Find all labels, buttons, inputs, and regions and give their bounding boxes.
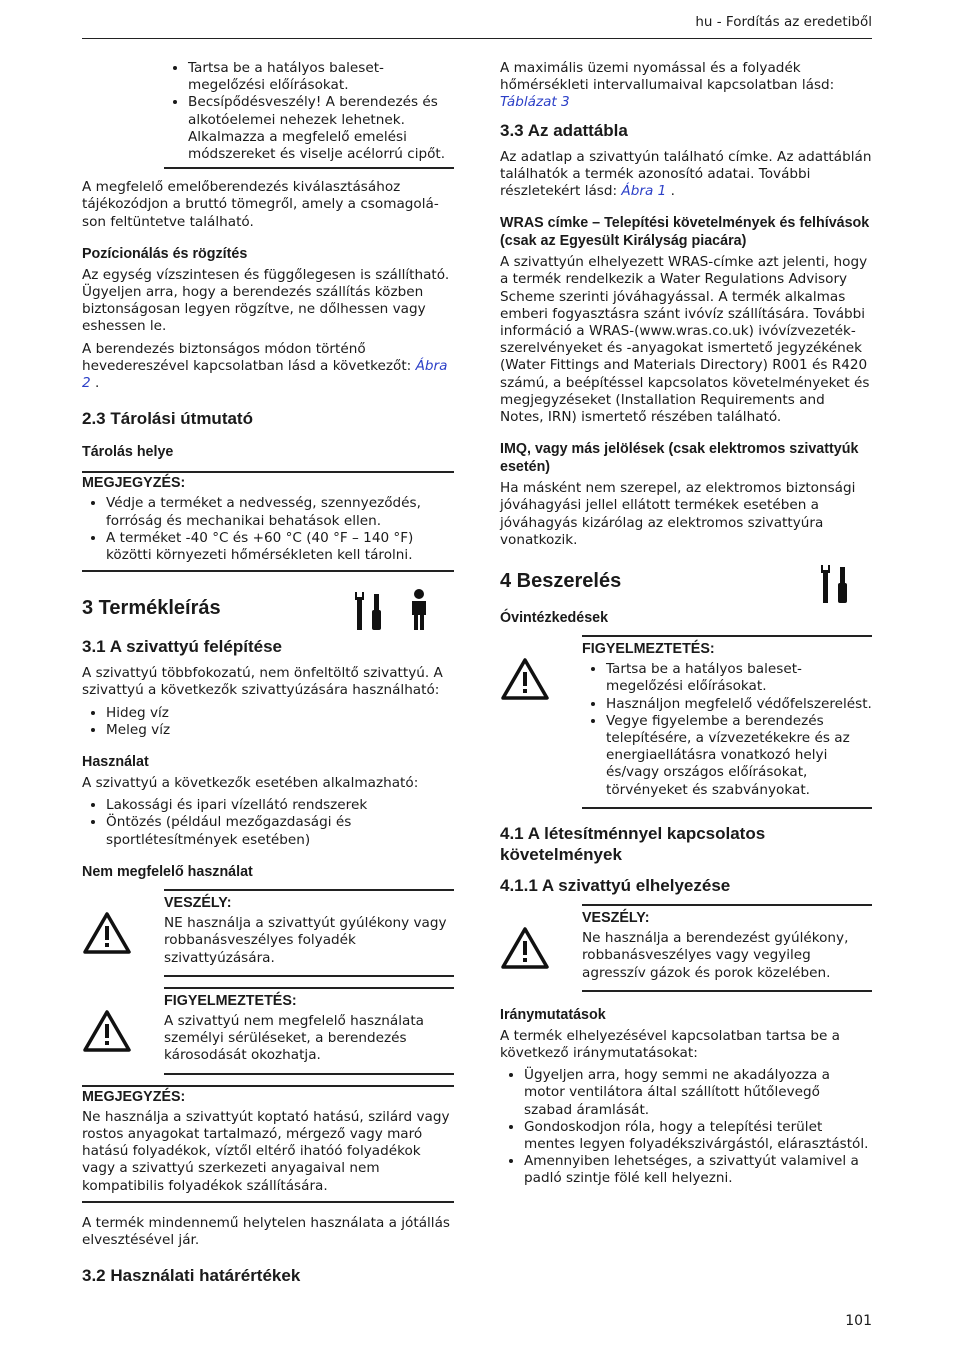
list-item: • Vegye figyelembe a berendezés telepítésére, a vízvezetékekre és az energiaellátásra vonatkozó helyi és/vagy országos előírásokat, törvényeket és szabványokat. xyxy=(606,713,872,799)
danger-title: VESZÉLY: xyxy=(164,894,232,911)
list-item: • Ügyeljen arra, hogy semmi ne akadályozza a motor ventilátora által szállított hűtőlevegő szabad áramlását. xyxy=(524,1067,872,1119)
warning-triangle-icon xyxy=(500,657,550,701)
page-header xyxy=(82,12,872,39)
figure-link[interactable]: Ábra 1 xyxy=(621,183,667,200)
list-item: • Tartsa be a hatályos baleset-megelőzési előírásokat. xyxy=(606,661,872,695)
danger-text: Ne használja a berendezést gyúlékony, robbanásveszélyes vagy vegyileg agresszív gázok és porok közelében. xyxy=(582,930,849,981)
warning-notice xyxy=(500,635,872,809)
wras-label: WRAS címke – Telepítési követelmények és felhívások (csak az Egyesült Királyság piacára) xyxy=(500,215,870,250)
warning-triangle-icon xyxy=(82,911,132,955)
list-item: • Lakossági és ipari vízellátó rendszerek xyxy=(106,797,454,814)
top-bullet-list xyxy=(164,60,454,163)
left-column xyxy=(82,60,454,1294)
positioning-label: Pozícionálás és rögzítés xyxy=(82,245,248,262)
table-link[interactable]: Táblázat 3 xyxy=(500,94,570,111)
right-column xyxy=(500,60,872,1193)
imq-label: IMQ, vagy más jelölések (csak elektromos szivattyúk esetén) xyxy=(500,441,859,476)
section-heading-2-3: 2.3 Tárolási útmutató xyxy=(82,409,253,429)
warning-text: A szivattyú nem megfelelő használata személyi sérüléseket, a berendezés károsodását okozhatja. xyxy=(164,1012,424,1064)
top-notice xyxy=(164,60,454,169)
guidelines-list xyxy=(500,1067,872,1187)
chapter-heading-3: 3 Termékleírás xyxy=(82,597,221,620)
limits-paragraph: A maximális üzemi nyomással és a folyadék hőmérsékleti intervallumaival kapcsolatban lásd: Táblázat 3 xyxy=(500,60,835,111)
list-item: • Öntözés (például mezőgazdasági és sportlétesítmények esetében) xyxy=(106,814,454,848)
wras-paragraph: A szivattyún elhelyezett WRAS-címke azt jelenti, hogy a termék rendelkezik a Water Regulations Advisory Scheme szerinti jóváhagyással. A termék alkalmas emberi fogyasztásra szánt ivóvíz szállítására. További információ a WRAS-(www.wras.co.uk) ivóvízvezeték-szerelvényeket és -anyagokat ismertető jegyzékének (Water Fittings and Materials Directory) R001 és R420 számú, a beépítéssel kapcsolatos követelményeket és megjegyzéseket (Installation Requirements and Notes, IRN) ismertető részében található. xyxy=(500,254,870,426)
note-title: MEGJEGYZÉS: xyxy=(82,1088,186,1105)
danger-title: VESZÉLY: xyxy=(582,909,650,926)
lift-paragraph: A megfelelő emelőberendezés kiválasztásához tájékozódjon a bruttó tömegről, amely a csomagoláson feltüntetve található. xyxy=(82,179,439,230)
section-heading-3-1: 3.1 A szivattyú felépítése xyxy=(82,637,282,657)
warranty-paragraph: A termék mindennemű helytelen használata a jótállás elvesztésével jár. xyxy=(82,1214,451,1248)
note-box xyxy=(82,471,454,572)
list-item: • Hideg víz xyxy=(106,705,454,722)
danger-notice xyxy=(500,904,872,992)
person-icon xyxy=(404,588,434,632)
warning-title: FIGYELMEZTETÉS: xyxy=(582,641,715,658)
note-title: MEGJEGYZÉS: xyxy=(82,475,186,492)
warning-notice xyxy=(82,987,454,1075)
chapter-4-row xyxy=(500,567,872,599)
list-item: • Meleg víz xyxy=(106,722,454,739)
section-heading-3-3: 3.3 Az adattábla xyxy=(500,120,628,140)
warning-triangle-icon xyxy=(500,926,550,970)
imq-paragraph: Ha másként nem szerepel, az elektromos biztonsági jóváhagyási jellel ellátott termékek esetében a jóváhagyás kizárólag az elektromos szivattyúra vonatkozik. xyxy=(500,480,856,548)
sling-paragraph: A berendezés biztonságos módon történő hevedereszével kapcsolatban lásd a következőt: Ábra 2 . xyxy=(82,340,448,392)
chapter-3-row xyxy=(82,594,454,626)
pump-description: A szivattyú többfokozatú, nem önfeltöltő szivattyú. A szivattyú a következők szivattyúzására használható: xyxy=(82,665,443,699)
usage-paragraph: A szivattyú a következők esetében alkalmazható: xyxy=(82,775,419,792)
figure-link[interactable]: Ábra 2 xyxy=(82,357,448,392)
tools-icon xyxy=(818,561,854,605)
list-item: • Használjon megfelelő védőfelszerelést. xyxy=(606,696,872,713)
warning-title: FIGYELMEZTETÉS: xyxy=(164,992,297,1009)
note-text: Ne használja a szivattyút koptató hatású, szilárd vagy rostos anyagokat tartalmazó, mérgező vagy maró hatású folyadékok, víztől eltérő ihatóó folyadékok vagy a szivattyú szerkezeti anyagaival nem kompatibilis folyadékok szállítására. xyxy=(82,1108,450,1194)
misuse-label: Nem megfelelő használat xyxy=(82,863,253,880)
positioning-paragraph: Az egység vízszintesen és függőlegesen is szállítható. Ügyeljen arra, hogy a berendezés szállítás közben biztonságosan legyen rögzítve, ne dőlhessen vagy eshessen le. xyxy=(82,266,450,335)
tools-icon xyxy=(352,588,388,632)
page-number: 101 xyxy=(845,1313,872,1329)
note-box xyxy=(82,1085,454,1203)
guidelines-paragraph: A termék elhelyezésével kapcsolatban tartsa be a következő iránymutatásokat: xyxy=(500,1027,840,1061)
danger-text: NE használja a szivattyút gyúlékony vagy robbanásveszélyes folyadék szivattyúzására. xyxy=(164,915,447,966)
section-heading-3-2: 3.2 Használati határértékek xyxy=(82,1266,301,1286)
guidelines-label: Iránymutatások xyxy=(500,1006,606,1023)
dataplate-paragraph: Az adatlap a szivattyún található címke. Az adattáblán találhatók a termék azonosító adatai. További részletekért lásd: Ábra 1 . xyxy=(500,148,872,200)
section-heading-4-1-1: 4.1.1 A szivattyú elhelyezése xyxy=(500,875,731,895)
warning-triangle-icon xyxy=(82,1009,132,1053)
list-item: • Tartsa be a hatályos baleset-megelőzési előírásokat. xyxy=(188,60,454,94)
storage-location-label: Tárolás helye xyxy=(82,444,174,461)
list-item: • A terméket -40 °C és +60 °C (40 °F – 140 °F) közötti környezeti hőmérsékleten kell tárolni. xyxy=(106,530,454,564)
fluid-list xyxy=(82,705,454,739)
usage-list xyxy=(82,797,454,849)
list-item: • Gondoskodjon róla, hogy a telepítési terület mentes legyen folyadékszivárgástól, elárasztástól. xyxy=(524,1119,872,1153)
header-text: hu - Fordítás az eredetiből xyxy=(695,14,872,30)
usage-label: Használat xyxy=(82,754,149,771)
chapter-heading-4: 4 Beszerelés xyxy=(500,570,622,593)
list-item: • Becsípődésveszély! A berendezés és alkotóelemei nehezek lehetnek. Alkalmazza a megfelelő emelési módszereket és viselje acélorrú cipőt. xyxy=(188,94,454,163)
list-item: • Védje a terméket a nedvesség, szennyeződés, forróság és mechanikai behatások ellen. xyxy=(106,495,454,529)
list-item: • Amennyiben lehetséges, a szivattyút valamivel a padló szintje fölé kell helyezni. xyxy=(524,1153,872,1187)
danger-notice xyxy=(82,889,454,977)
section-heading-4-1: 4.1 A létesítménnyel kapcsolatos követelmények xyxy=(500,823,766,864)
precautions-label: Óvintézkedések xyxy=(500,610,609,627)
